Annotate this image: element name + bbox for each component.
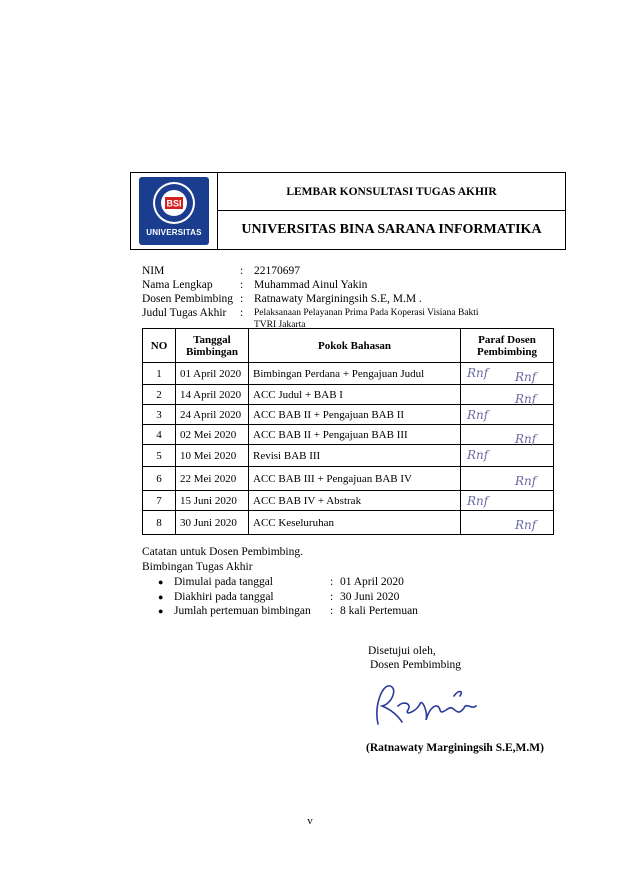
row-number: 5 — [143, 445, 176, 467]
table-row — [143, 491, 554, 511]
row-date: 02 Mei 2020 — [176, 425, 249, 445]
row-topic: Bimbingan Perdana + Pengajuan Judul — [249, 363, 461, 385]
row-number: 1 — [143, 363, 176, 385]
initials-signature: Rnf — [467, 448, 489, 462]
row-number: 3 — [143, 405, 176, 425]
row-number: 4 — [143, 425, 176, 445]
judul-label: Judul Tugas Akhir — [142, 307, 227, 319]
row-topic: ACC Keseluruhan — [249, 511, 461, 535]
row-initials-cell — [461, 445, 554, 467]
colon: : — [240, 307, 244, 319]
row-date: 10 Mei 2020 — [176, 445, 249, 467]
logo-caption: UNIVERSITAS — [146, 228, 202, 237]
colon: : — [330, 576, 334, 588]
bullet-icon: ● — [158, 591, 164, 602]
bullet-icon: ● — [158, 577, 164, 587]
row-number: 6 — [143, 467, 176, 491]
consultation-table — [142, 328, 554, 535]
info-row-nama — [142, 278, 479, 292]
notes-line-2: Bimbingan Tugas Akhir — [142, 560, 253, 573]
initials-signature: Rnf — [515, 474, 537, 488]
row-topic: Revisi BAB III — [249, 445, 461, 467]
row-initials-cell — [461, 363, 554, 385]
judul-value: Pelaksanaan Pelayanan Prima Pada Koperasi Visiana Bakti — [254, 308, 479, 318]
row-number: 8 — [143, 511, 176, 535]
row-date: 15 Juni 2020 — [176, 491, 249, 511]
judul-continuation: TVRI Jakarta — [254, 320, 306, 330]
row-topic: ACC BAB II + Pengajuan BAB II — [249, 405, 461, 425]
header-pokok: Pokok Bahasan — [249, 329, 461, 363]
nim-value: 22170697 — [254, 265, 300, 277]
initials-signature: Rnf — [467, 366, 489, 380]
header-no: NO — [143, 329, 176, 363]
university-name: UNIVERSITAS BINA SARANA INFORMATIKA — [241, 222, 542, 237]
colon: : — [240, 293, 244, 305]
header-paraf: Paraf Dosen Pembimbing — [461, 329, 554, 363]
initials-signature: Rnf — [515, 370, 537, 384]
dosen-label: Dosen Pembimbing — [142, 293, 234, 305]
svg-text:BSI: BSI — [166, 198, 182, 209]
logo-cell — [131, 173, 218, 249]
bullet-value: 8 kali Pertemuan — [340, 605, 418, 617]
row-initials-cell — [461, 467, 554, 491]
bullet-label: Jumlah pertemuan bimbingan — [174, 605, 311, 617]
student-info — [142, 264, 479, 331]
bullet-icon: ● — [158, 606, 164, 616]
page-number: v — [307, 815, 313, 827]
info-row-nim — [142, 264, 479, 278]
row-topic: ACC BAB III + Pengajuan BAB IV — [249, 467, 461, 491]
table-header-row — [143, 329, 554, 363]
title-cell — [218, 173, 565, 249]
colon: : — [240, 265, 244, 277]
form-title: LEMBAR KONSULTASI TUGAS AKHIR — [218, 173, 565, 211]
row-initials-cell — [461, 491, 554, 511]
row-date: 22 Mei 2020 — [176, 467, 249, 491]
approval-block — [368, 644, 461, 672]
header-box — [130, 172, 566, 250]
university-logo — [139, 177, 209, 245]
bullet-label: Dimulai pada tanggal — [174, 576, 273, 588]
initials-signature: Rnf — [515, 432, 537, 446]
row-date: 01 April 2020 — [176, 363, 249, 385]
advisor-signature-icon — [368, 676, 488, 732]
approval-line-1: Disetujui oleh, — [368, 645, 436, 657]
table-row — [143, 511, 554, 535]
colon: : — [240, 279, 244, 291]
bullet-value: 01 April 2020 — [340, 576, 404, 588]
list-item — [158, 575, 418, 590]
initials-signature: Rnf — [467, 408, 489, 422]
table-row — [143, 425, 554, 445]
logo-emblem-icon — [151, 180, 197, 226]
row-initials-cell — [461, 405, 554, 425]
table-row — [143, 385, 554, 405]
table-row — [143, 363, 554, 385]
nama-value: Muhammad Ainul Yakin — [254, 279, 368, 291]
row-initials-cell — [461, 425, 554, 445]
row-initials-cell — [461, 511, 554, 535]
nama-label: Nama Lengkap — [142, 279, 213, 291]
notes-bullets — [142, 575, 418, 619]
nim-label: NIM — [142, 265, 165, 277]
bullet-label: Diakhiri pada tanggal — [174, 590, 274, 603]
row-topic: ACC BAB II + Pengajuan BAB III — [249, 425, 461, 445]
bullet-value: 30 Juni 2020 — [340, 590, 400, 603]
table-row — [143, 445, 554, 467]
table-body — [143, 363, 554, 535]
row-date: 14 April 2020 — [176, 385, 249, 405]
row-topic: ACC BAB IV + Abstrak — [249, 491, 461, 511]
table-row — [143, 467, 554, 491]
notes-line-1: Catatan untuk Dosen Pembimbing. — [142, 546, 303, 558]
initials-signature: Rnf — [515, 518, 537, 532]
header-tanggal: Tanggal Bimbingan — [176, 329, 249, 363]
signer-name: (Ratnawaty Marginingsih S.E,M.M) — [366, 742, 544, 754]
table-row — [143, 405, 554, 425]
info-row-judul — [142, 306, 479, 320]
initials-signature: Rnf — [467, 494, 489, 508]
colon: : — [330, 590, 334, 603]
notes-section — [142, 545, 418, 619]
dosen-value: Ratnawaty Marginingsih S.E, M.M . — [254, 293, 422, 305]
approval-line-2: Dosen Pembimbing — [370, 659, 462, 671]
colon: : — [330, 605, 334, 617]
row-initials-cell — [461, 385, 554, 405]
row-topic: ACC Judul + BAB I — [249, 385, 461, 405]
initials-signature: Rnf — [515, 392, 537, 406]
list-item — [158, 604, 418, 619]
row-number: 2 — [143, 385, 176, 405]
list-item — [158, 590, 418, 605]
info-row-dosen — [142, 292, 479, 306]
row-date: 30 Juni 2020 — [176, 511, 249, 535]
row-number: 7 — [143, 491, 176, 511]
row-date: 24 April 2020 — [176, 405, 249, 425]
